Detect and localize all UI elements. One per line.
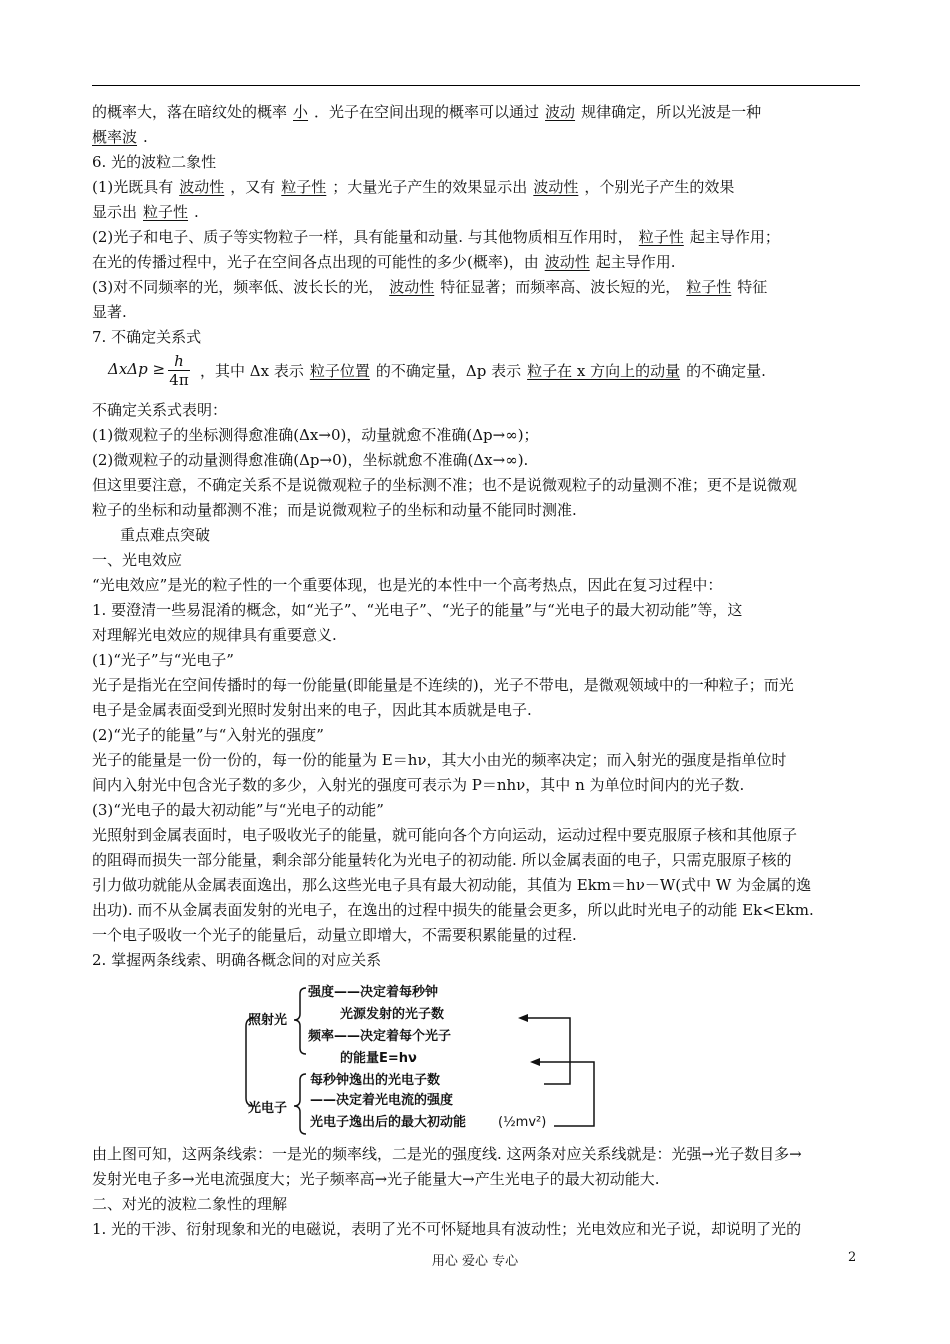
text-line: ，其中 Δx 表示 粒子位置 的不确定量，Δp 表示 粒子在 x 方向上的动量 的不确定量.: [200, 362, 766, 380]
text-line: (2)微观粒子的动量测得愈准确(Δp→0)，坐标就愈不准确(Δx→∞).: [92, 451, 529, 469]
text-line: 发射光电子多→光电流强度大；光子频率高→光子能量大→产生光电子的最大初动能大.: [92, 1170, 660, 1188]
text-line: 2. 掌握两条线索、明确各概念间的对应关系: [92, 951, 382, 969]
answer-blank: 波动性: [389, 278, 435, 296]
answer-blank: 粒子在 x 方向上的动量: [527, 362, 681, 380]
answer-blank: 波动性: [179, 178, 225, 196]
text-line: 一个电子吸收一个光子的能量后，动量立即增大，不需要积累能量的过程.: [92, 926, 577, 944]
text-line: (2)“光子的能量”与“入射光的强度”: [92, 726, 324, 744]
header-rule: [92, 85, 860, 86]
text-line: 引力做功就能从金属表面逸出，那么这些光电子具有最大初动能，其值为 Ekm＝hν－W(式中 W 为金属的逸: [92, 876, 812, 894]
answer-blank: 粒子位置: [309, 362, 370, 380]
formula-fraction: h 4π: [169, 352, 189, 389]
text-line: 显著.: [92, 303, 127, 321]
text-line: 对理解光电效应的规律具有重要意义.: [92, 626, 337, 644]
text-line: 1. 光的干涉、衍射现象和光的电磁说，表明了光不可怀疑地具有波动性；光电效应和光子说，却说明了光的: [92, 1220, 802, 1238]
text-line: (1)“光子”与“光电子”: [92, 651, 234, 669]
text-line: 但这里要注意，不确定关系不是说微观粒子的坐标测不准；也不是说微观粒子的动量测不准；更不是说微观: [92, 476, 798, 494]
answer-blank: 波动: [545, 103, 576, 121]
electron-text-2: ——决定着光电流的强度: [310, 1093, 454, 1108]
answer-blank: 概率波: [92, 128, 138, 146]
text-line: (2)光子和电子、质子等实物粒子一样，具有能量和动量. 与其他物质相互作用时， 粒子性 起主导作用；: [92, 228, 780, 246]
page-number: 2: [848, 1250, 857, 1265]
text-line: 显示出 粒子性 .: [92, 203, 199, 221]
answer-blank: 波动性: [533, 178, 579, 196]
answer-blank: 粒子性: [638, 228, 684, 246]
answer-blank: 波动性: [544, 253, 590, 271]
text-line: 光子的能量是一份一份的，每一份的能量为 E＝hν，其大小由光的频率决定；而入射光的强度是指单位时: [92, 751, 787, 769]
page-footer: 用心 爱心 专心: [431, 1254, 519, 1269]
text-line: (1)光既具有 波动性 ，又有 粒子性 ；大量光子产生的效果显示出 波动性 ，个别光子产生的效果: [92, 178, 735, 196]
frequency-text-2: 的能量E=hν: [340, 1051, 417, 1066]
intensity-text-2: 光源发射的光子数: [340, 1007, 445, 1022]
text-line: 的阻碍而损失一部分能量，剩余部分能量转化为光电子的初动能. 所以金属表面的电子，只需克服原子核的: [92, 851, 792, 869]
kinetic-energy-formula: (½mv²): [498, 1115, 547, 1130]
answer-blank: 粒子性: [281, 178, 327, 196]
section-title: 重点难点突破: [120, 526, 211, 544]
text-line: 粒子的坐标和动量都测不准；而是说微观粒子的坐标和动量不能同时测准.: [92, 501, 577, 519]
light-label: 照射光: [248, 1013, 288, 1028]
text-line: (3)“光电子的最大初动能”与“光电子的动能”: [92, 801, 384, 819]
text-line: (1)微观粒子的坐标测得愈准确(Δx→0)，动量就愈不准确(Δp→∞)；: [92, 426, 539, 444]
section-heading: 二、对光的波粒二象性的理解: [92, 1195, 288, 1213]
electron-text-3: 光电子逸出后的最大初动能: [310, 1115, 467, 1130]
text-line: 由上图可知，这两条线索：一是光的频率线，二是光的强度线. 这两条对应关系线就是：光强→光子数目多→: [92, 1145, 802, 1163]
electron-label: 光电子: [248, 1101, 288, 1116]
text-line: (3)对不同频率的光，频率低、波长长的光， 波动性 特征显著；而频率高、波长短的光， 粒子性 特征: [92, 278, 768, 296]
section-heading: 6. 光的波粒二象性: [92, 153, 217, 171]
text-line: 出功). 而不从金属表面发射的光电子，在逸出的过程中损失的能量会更多，所以此时光电子的动能 Ek<Ekm.: [92, 901, 814, 919]
text-line: 光照射到金属表面时，电子吸收光子的能量，就可能向各个方向运动，运动过程中要克服原子核和其他原子: [92, 826, 798, 844]
concept-diagram: [244, 980, 614, 1136]
electron-text-1: 每秒钟逸出的光电子数: [310, 1073, 441, 1088]
answer-blank: 粒子性: [686, 278, 732, 296]
answer-blank: 粒子性: [143, 203, 189, 221]
text-line: 光子是指光在空间传播时的每一份能量(即能量是不连续的)，光子不带电，是微观领域中的一种粒子；而光: [92, 676, 794, 694]
text-line: 不确定关系式表明：: [92, 401, 228, 419]
text-line: 间内入射光中包含光子数的多少，入射光的强度可表示为 P＝nhν，其中 n 为单位时间内的光子数.: [92, 776, 745, 794]
text-line: 电子是金属表面受到光照时发射出来的电子，因此其本质就是电子.: [92, 701, 532, 719]
intensity-text: 强度——决定着每秒钟: [308, 985, 439, 1000]
text-line: 在光的传播过程中，光子在空间各点出现的可能性的多少(概率)，由 波动性 起主导作用.: [92, 253, 676, 271]
section-heading: 一、光电效应: [92, 551, 183, 569]
text-line: 1. 要澄清一些易混淆的概念，如“光子”、“光电子”、“光子的能量”与“光电子的最大初动能”等，这: [92, 601, 743, 619]
formula-lhs: ΔxΔp ≥: [108, 360, 166, 378]
uncertainty-formula: [108, 352, 198, 392]
frequency-text: 频率——决定着每个光子: [308, 1029, 452, 1044]
section-heading: 7. 不确定关系式: [92, 328, 202, 346]
text-line: 的概率大，落在暗纹处的概率 小 ．光子在空间出现的概率可以通过 波动 规律确定，所以光波是一种: [92, 103, 762, 121]
text-line: 概率波 .: [92, 128, 148, 146]
answer-blank: 小: [293, 103, 309, 121]
text-line: “光电效应”是光的粒子性的一个重要体现，也是光的本性中一个高考热点，因此在复习过程中：: [92, 576, 723, 594]
